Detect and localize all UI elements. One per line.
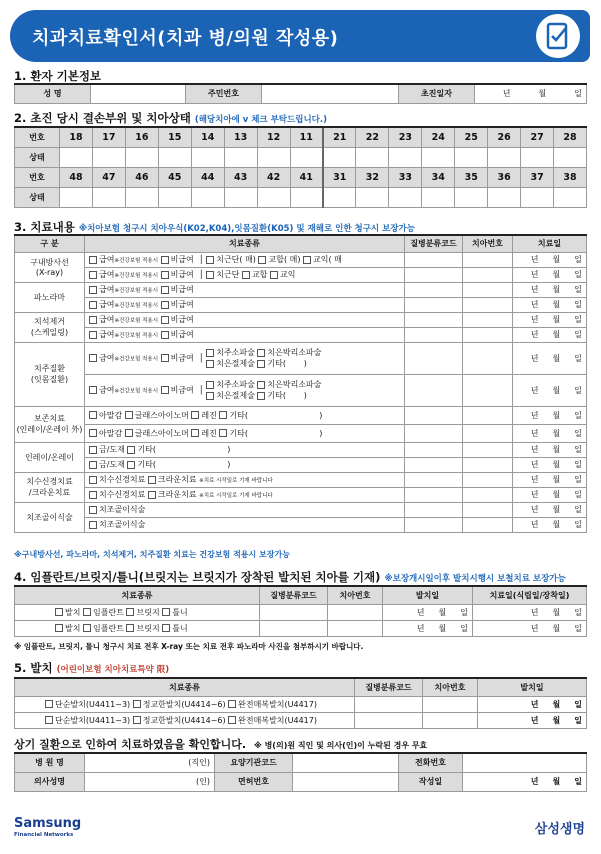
tooth-34: 34	[422, 167, 455, 187]
rrn-field[interactable]	[262, 84, 399, 103]
tooth-state-31[interactable]	[323, 187, 356, 207]
tooth-13: 13	[224, 127, 257, 147]
checkbox[interactable]	[125, 429, 133, 437]
checkbox[interactable]	[228, 716, 236, 724]
checkbox[interactable]	[55, 608, 63, 616]
checkbox[interactable]	[45, 700, 53, 708]
perio-label: 치주질환 (잇몸질환)	[15, 342, 85, 406]
tooth-36: 36	[488, 167, 521, 187]
tooth-16: 16	[125, 127, 158, 147]
section4-title: 4. 임플란트/브릿지/틀니(브릿지는 브릿지가 장착된 발치된 치아를 기재) ※보장개시일이후 발치시행시 보철치료 보장가능	[14, 570, 566, 584]
section2-title: 2. 초진 당시 결손부위 및 치아상태 (해당치아에 v 체크 부탁드립니다.)	[14, 111, 327, 125]
checkbox[interactable]	[89, 316, 97, 324]
tooth-state-37[interactable]	[521, 187, 554, 207]
checkbox[interactable]	[191, 411, 199, 419]
tooth-state-48[interactable]	[60, 187, 93, 207]
tooth-47: 47	[92, 167, 125, 187]
first-visit-label: 초진일자	[399, 84, 475, 103]
doctor-field[interactable]: (인)	[85, 772, 215, 791]
tooth-37: 37	[521, 167, 554, 187]
checkbox[interactable]	[89, 476, 97, 484]
endo-label: 치수신경치료 /크라운치료	[15, 472, 85, 502]
tooth-28: 28	[554, 127, 587, 147]
samsung-sub: Financial Networks	[14, 832, 74, 838]
tooth-state-41[interactable]	[290, 187, 323, 207]
hospital-label: 병 원 명	[15, 753, 85, 772]
checkbox[interactable]	[219, 411, 227, 419]
tooth-state-22[interactable]	[356, 147, 389, 167]
date-field[interactable]: 년 월 일	[513, 252, 587, 267]
tooth-26: 26	[488, 127, 521, 147]
checkbox[interactable]	[125, 411, 133, 419]
tooth-state-27[interactable]	[521, 147, 554, 167]
tooth-31: 31	[323, 167, 356, 187]
teeth-table: 번호 18 17 16 15 14 13 12 11 21 22 23 24 25 26 27 28 상태 번호 48 47 46 45 44 43 42 41 31 32 33 34 35 36 37 38 상태	[14, 126, 587, 208]
checkbox[interactable]	[89, 506, 97, 514]
tooth-state-11[interactable]	[290, 147, 323, 167]
checkbox[interactable]	[45, 716, 53, 724]
tooth-18: 18	[60, 127, 93, 147]
checkbox[interactable]	[126, 624, 134, 632]
date-field[interactable]: 년 월 일	[513, 374, 587, 406]
checkbox[interactable]	[89, 411, 97, 419]
checkbox[interactable]	[148, 491, 156, 499]
tooth-state-16[interactable]	[125, 147, 158, 167]
checkbox[interactable]	[161, 286, 169, 294]
checkbox[interactable]	[89, 331, 97, 339]
tooth-state-24[interactable]	[422, 147, 455, 167]
date-field[interactable]: 년 월 일	[513, 442, 587, 457]
date-label: 작성일	[399, 772, 463, 791]
tooth-21: 21	[323, 127, 356, 147]
date-field[interactable]: 년 월 일	[513, 457, 587, 472]
tooth-22: 22	[356, 127, 389, 147]
date-field[interactable]: 년 월 일	[513, 297, 587, 312]
tooth-state-21[interactable]	[323, 147, 356, 167]
tooth-state-34[interactable]	[422, 187, 455, 207]
tooth-state-13[interactable]	[224, 147, 257, 167]
date-field[interactable]: 년 월 일	[383, 620, 473, 636]
checkbox[interactable]	[89, 429, 97, 437]
checkbox[interactable]	[133, 716, 141, 724]
tooth-state-42[interactable]	[257, 187, 290, 207]
xray-row-1: 급여※건강보험 적용시 비급여 │ 치근단( 매) 교합( 매) 교익( 매	[85, 252, 405, 267]
tooth-state-28[interactable]	[554, 147, 587, 167]
date-field[interactable]: 년 월 일	[478, 712, 587, 728]
date-field[interactable]: 년 월 일	[513, 327, 587, 342]
tooth-state-35[interactable]	[455, 187, 488, 207]
tooth-state-23[interactable]	[389, 147, 422, 167]
tooth-48: 48	[60, 167, 93, 187]
signature-table	[14, 752, 587, 792]
name-label: 성 명	[15, 84, 91, 103]
checkbox[interactable]	[148, 476, 156, 484]
section5-title: 5. 발치 (어린이보험 치아치료특약 限)	[14, 661, 170, 675]
doctor-label: 의사성명	[15, 772, 85, 791]
tooth-44: 44	[191, 167, 224, 187]
date-field[interactable]: 년 월 일	[463, 772, 587, 791]
tooth-25: 25	[455, 127, 488, 147]
tooth-11: 11	[290, 127, 323, 147]
tooth-35: 35	[455, 167, 488, 187]
samsung-logo: Samsung	[14, 816, 82, 831]
tooth-state-18[interactable]	[60, 147, 93, 167]
company-name: 삼성생명	[534, 822, 585, 837]
license-label: 면허번호	[215, 772, 293, 791]
tooth-12: 12	[257, 127, 290, 147]
tooth-state-14[interactable]	[191, 147, 224, 167]
license-field[interactable]	[293, 772, 399, 791]
tooth-state-12[interactable]	[257, 147, 290, 167]
tooth-27: 27	[521, 127, 554, 147]
code-field[interactable]	[293, 753, 399, 772]
date-field[interactable]: 년 월 일	[513, 424, 587, 442]
checkbox[interactable]	[89, 301, 97, 309]
tooth-state-38[interactable]	[554, 187, 587, 207]
pano-label: 파노라마	[15, 282, 85, 312]
tooth-state-44[interactable]	[191, 187, 224, 207]
checkbox[interactable]	[89, 461, 97, 469]
tooth-41: 41	[290, 167, 323, 187]
checkbox[interactable]	[89, 446, 97, 454]
name-field[interactable]	[91, 84, 186, 103]
checkbox[interactable]	[161, 301, 169, 309]
scaling-label: 치석제거 (스케일링)	[15, 312, 85, 342]
checkbox[interactable]	[127, 446, 135, 454]
tooth-state-25[interactable]	[455, 147, 488, 167]
tooth-state-33[interactable]	[389, 187, 422, 207]
tooth-23: 23	[389, 127, 422, 147]
treatment-table: 구 분 치료종류 질병분류코드 치아번호 치료일 구내방사선 (X-ray) 급여※건강보험 적용시 비급여 │ 치근단( 매) 교합( 매) 교익( 매 년 월 일 급여※건강보험 적용시 비급여 │ 치근단 교합 교익 년 월 일 파노라마 급여※건강보험 적용시 비급여 년 월 일 급여※건강보험 적용시 비급여 년 월 일 치석제거 (스케일링) 급여※건강보험 적용시 비급여 년 월 일 급여※건강보험 적용시 비급여 년 월 일 치주질환 (잇몸질환) 급여※건강보험 적용시 비급여 │ 치주소파술 치은박리소파술 치은절제술 기타( ) 년 월 일 급여※건강보험 적용시 비급여 │ 치주소파술 치은박리소파술 치은절제술 기타( ) 년 월 일 보존치료 (인레이/온레이 外) 아말감 글래스아이노머 레진 기타( ) 년 월 일 아말감 글래스아이노머 레진 기타( ) 년 월 일 인레이/온레이 금/도재 기타( ) 년 월 일 금/도재 기타( ) 년 월 일 치수신경치료 /크라운치료 치수신경치료 크라운치료 ※치료 시작일로 기재 바랍니다 년 월 일 치수신경치료 크라운치료 ※치료 시작일로 기재 바랍니다 년 월 일 치조골이식술 치조골이식술 년 월 일 치조골이식술 년 월 일	[14, 234, 587, 533]
tooth-24: 24	[422, 127, 455, 147]
rrn-label: 주민번호	[186, 84, 262, 103]
date-field[interactable]: 년 월 일	[513, 472, 587, 487]
section1-title: 1. 환자 기본정보	[14, 69, 102, 83]
first-visit-field[interactable]: 년 월 일	[475, 84, 587, 103]
checkbox[interactable]	[55, 624, 63, 632]
tooth-state-45[interactable]	[158, 187, 191, 207]
checkbox[interactable]	[161, 316, 169, 324]
tooth-state-15[interactable]	[158, 147, 191, 167]
checkbox[interactable]	[133, 700, 141, 708]
date-field[interactable]: 년 월 일	[513, 267, 587, 282]
checkbox[interactable]	[83, 608, 91, 616]
checkbox[interactable]	[219, 429, 227, 437]
tooth-38: 38	[554, 167, 587, 187]
checkbox[interactable]	[127, 461, 135, 469]
patient-info-table	[14, 83, 587, 104]
checkbox[interactable]	[89, 256, 97, 264]
tooth-42: 42	[257, 167, 290, 187]
checklist-icon	[536, 14, 580, 58]
extraction-table: 치료종류 질병분류코드 치아번호 발치일 단순발치(U4411~3) 정교한발치(U4414~6) 완전매복발치(U4417) 년 월 일 단순발치(U4411~3) 정교한발치(U4414~6) 완전매복발치(U4417) 년 월 일	[14, 677, 587, 729]
tooth-14: 14	[191, 127, 224, 147]
tooth-state-17[interactable]	[92, 147, 125, 167]
code-label: 요양기관코드	[215, 753, 293, 772]
checkbox[interactable]	[126, 608, 134, 616]
tooth-15: 15	[158, 127, 191, 147]
form-header	[10, 10, 590, 62]
tooth-state-26[interactable]	[488, 147, 521, 167]
tooth-33: 33	[389, 167, 422, 187]
checkbox[interactable]	[191, 429, 199, 437]
checkbox[interactable]	[162, 624, 170, 632]
tooth-state-47[interactable]	[92, 187, 125, 207]
tooth-45: 45	[158, 167, 191, 187]
checkbox[interactable]	[89, 521, 97, 529]
tel-field[interactable]	[463, 753, 587, 772]
inlay-label: 인레이/온레이	[15, 442, 85, 472]
checkbox[interactable]	[228, 700, 236, 708]
date-field[interactable]: 년 월 일	[513, 502, 587, 517]
sec3-footnote: ※구내방사선, 파노라마, 치석제거, 치주질환 치료는 건강보험 적용시 보장가능	[14, 550, 290, 559]
xray-label: 구내방사선 (X-ray)	[15, 252, 85, 282]
resto-label: 보존치료 (인레이/온레이 外)	[15, 406, 85, 442]
tooth-state-43[interactable]	[224, 187, 257, 207]
checkbox[interactable]	[83, 624, 91, 632]
section3-title: 3. 치료내용 ※치아보험 청구시 치아우식(K02,K04),잇몸질환(K05) 및 재해로 인한 청구시 보장가능	[14, 220, 415, 234]
sec4-footnote: ※ 임플란트, 브릿지, 틀니 청구시 치료 전후 X-ray 또는 치료 전후 파노라마 사진을 첨부하시기 바랍니다.	[14, 642, 364, 651]
form-title: 치과치료확인서(치과 병/의원 작성용)	[32, 28, 339, 49]
checkbox[interactable]	[161, 331, 169, 339]
date-field[interactable]: 년 월 일	[383, 604, 473, 620]
tooth-state-36[interactable]	[488, 187, 521, 207]
date-field[interactable]: 년 월 일	[513, 487, 587, 502]
date-field[interactable]: 년 월 일	[473, 604, 587, 620]
date-field[interactable]: 년 월 일	[513, 517, 587, 532]
date-field[interactable]: 년 월 일	[473, 620, 587, 636]
tooth-32: 32	[356, 167, 389, 187]
hospital-field[interactable]: (직인)	[85, 753, 215, 772]
tooth-43: 43	[224, 167, 257, 187]
prosthesis-table: 치료종류 질병분류코드 치아번호 발치일 치료일(식립일/장착일) 발치 임플란트 브릿지 틀니 년 월 일 년 월 일 발치 임플란트 브릿지 틀니 년 월 일 년 월 일	[14, 585, 587, 637]
tooth-17: 17	[92, 127, 125, 147]
tooth-46: 46	[125, 167, 158, 187]
date-field[interactable]: 년 월 일	[513, 282, 587, 297]
tel-label: 전화번호	[399, 753, 463, 772]
date-field[interactable]: 년 월 일	[513, 342, 587, 374]
graft-label: 치조골이식술	[15, 502, 85, 532]
checkbox[interactable]	[162, 608, 170, 616]
date-field[interactable]: 년 월 일	[478, 696, 587, 712]
tooth-state-46[interactable]	[125, 187, 158, 207]
date-field[interactable]: 년 월 일	[513, 406, 587, 424]
tooth-state-32[interactable]	[356, 187, 389, 207]
checkbox[interactable]	[89, 286, 97, 294]
date-field[interactable]: 년 월 일	[513, 312, 587, 327]
confirm-text: 상기 질환으로 인하여 치료하였음을 확인합니다. ※ 병(의)원 직인 및 의사(인)이 누락된 경우 무효	[14, 738, 428, 751]
checkbox[interactable]	[89, 491, 97, 499]
